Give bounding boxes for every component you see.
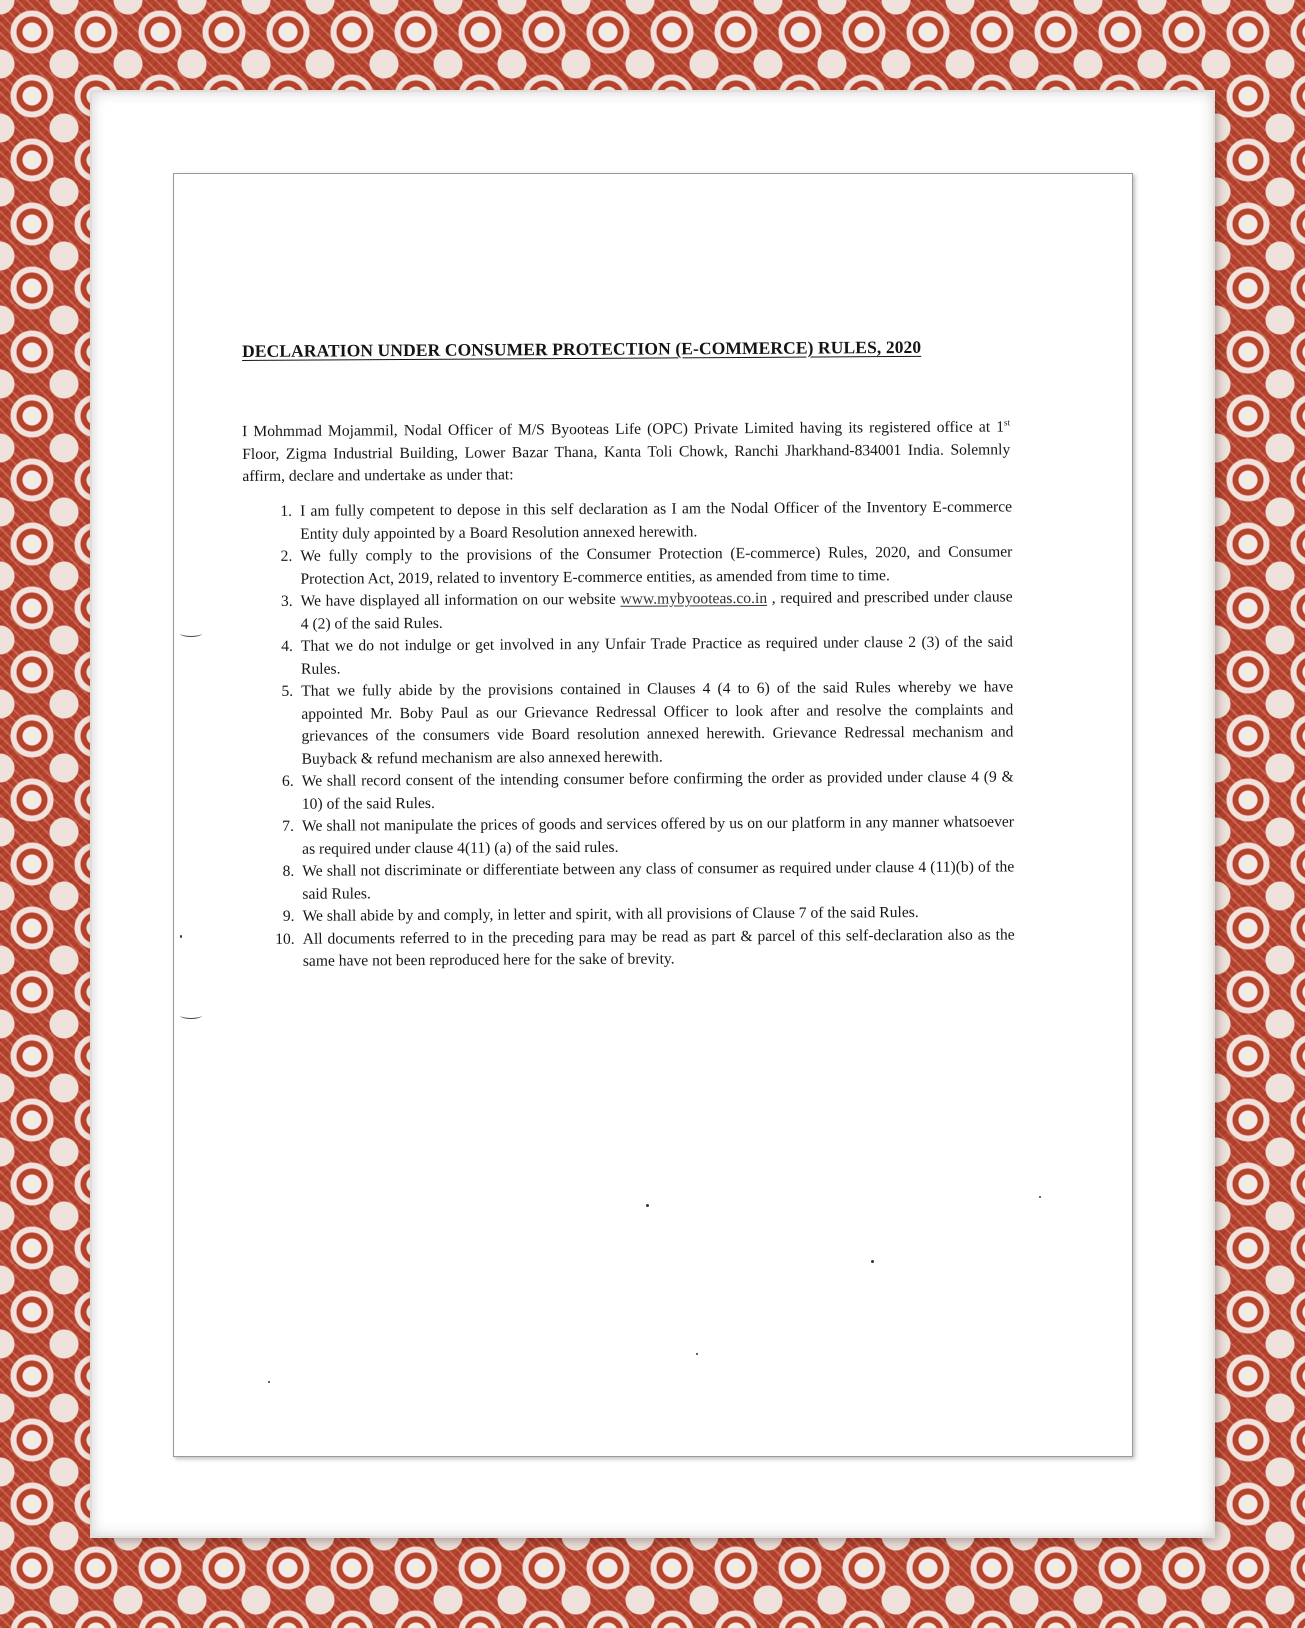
clause-item: [264, 856, 1014, 906]
scan-speck: [1039, 1196, 1041, 1198]
scan-speck: [696, 1353, 698, 1355]
clause-item: [264, 766, 1014, 816]
declaration-clause-list: [262, 496, 1015, 973]
clause-text: We shall abide by and comply, in letter and spirit, with all provisions of Clause 7 of the said Rules.: [302, 903, 919, 925]
clause-number: 5.: [281, 682, 294, 700]
clause-item: [263, 676, 1014, 771]
clause-item: [264, 811, 1014, 861]
clause-text: That we fully abide by the provisions contained in Clauses 4 (4 to 6) of the said Rules whereby we have appointed Mr. Boby Paul as our Grievance Redressal Officer to look after and resolve the complaints and grievances of the consumers vide Board resolution annexed herewith. Grievance Redressal mechanism and Buyback & refund mechanism are also annexed herewith.: [301, 678, 1014, 768]
clause-number: 3.: [280, 592, 293, 610]
clause-text: We have displayed all information on our website: [300, 590, 621, 610]
clause-number: 6.: [281, 772, 294, 790]
clause-item: [265, 924, 1015, 974]
scan-mark: [180, 630, 202, 637]
clause-item: [262, 541, 1012, 591]
intro-text-end: Floor, Zigma Industrial Building, Lower Bazar Thana, Kanta Toli Chowk, Ranchi Jharkhand-834001 India. Solemnly affirm, declare and undertake as under that:: [242, 440, 1011, 486]
clause-number: 4.: [281, 637, 293, 655]
document-title: DECLARATION UNDER CONSUMER PROTECTION (E-COMMERCE) RULES, 2020: [242, 336, 922, 361]
ordinal-suffix: st: [1004, 417, 1011, 428]
scan-speck: [646, 1204, 649, 1207]
clause-number: 2.: [280, 547, 293, 565]
scan-mark: [180, 1012, 202, 1019]
clause-number: 7.: [282, 817, 295, 835]
clause-item: [262, 496, 1012, 546]
intro-text-start: I Mohmmad Mojammil, Nodal Officer of M/S Byooteas Life (OPC) Private Limited having its registered office at 1: [242, 418, 1005, 441]
declaration-intro: [242, 411, 1010, 488]
scan-speck: [180, 935, 182, 938]
clause-text: We shall record consent of the intending consumer before confirming the order as provided under clause 4 (9 & 10) of the said Rules.: [301, 768, 1014, 813]
clause-item: [263, 586, 1013, 636]
clause-text: I am fully competent to depose in this self declaration as I am the Nodal Officer of the Inventory E-commerce Entity duly appointed by a Board Resolution annexed herewith.: [300, 498, 1013, 543]
scan-speck: [871, 1260, 874, 1263]
clause-text: We shall not manipulate the prices of goods and services offered by us on our platform in any manner whatsoever as required under clause 4(11) (a) of the said rules.: [301, 813, 1015, 858]
scan-speck: [268, 1381, 270, 1383]
clause-text: We shall not discriminate or differentiate between any class of consumer as required under clause 4 (11)(b) of the said Rules.: [302, 858, 1015, 903]
clause-item: [263, 631, 1013, 681]
clause-text: We fully comply to the provisions of the Consumer Protection (E-commerce) Rules, 2020, and Consumer Protection Act, 2019, related to inventory E-commerce entities, as amended from time to time.: [300, 543, 1013, 588]
clause-number: 10.: [275, 930, 295, 948]
clause-number: 8.: [282, 862, 295, 880]
clause-text: That we do not indulge or get involved in any Unfair Trade Practice as required under clause 2 (3) of the said Rules.: [300, 633, 1013, 678]
clause-number: 1.: [280, 502, 293, 520]
clause-text-continued: , required and prescribed under clause 4 (2) of the said Rules.: [300, 588, 1013, 633]
website-link[interactable]: www.mybyooteas.co.in: [620, 589, 768, 608]
clause-number: 9.: [282, 907, 295, 925]
clause-text: All documents referred to in the preceding para may be read as part & parcel of this self-declaration also as the same have not been reproduced here for the sake of brevity.: [302, 925, 1015, 970]
